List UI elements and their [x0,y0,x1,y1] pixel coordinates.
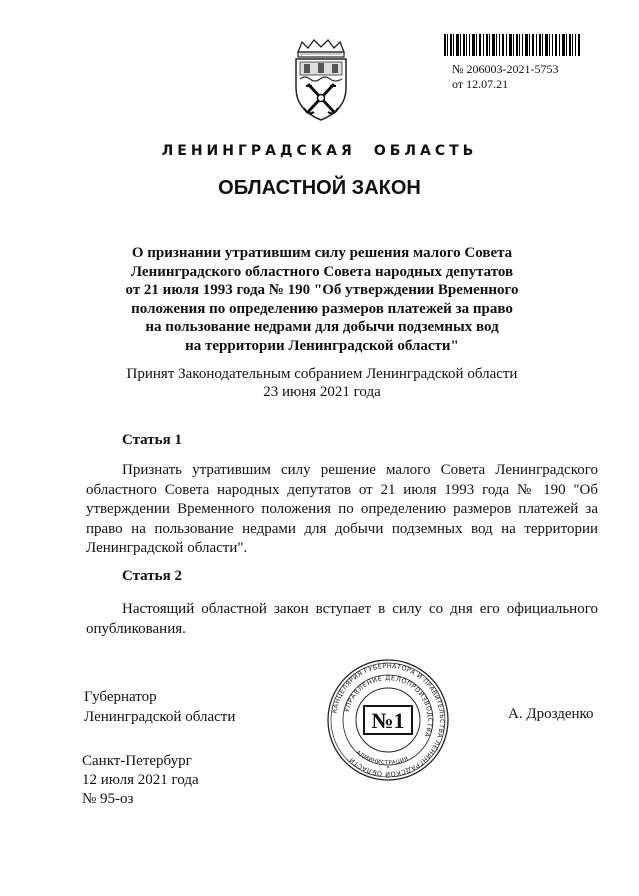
adoption-date: 23 июня 2021 года [263,384,381,400]
footer-city: Санкт-Петербург [82,753,192,769]
barcode [444,34,580,56]
registration-date: от 12.07.21 [452,77,509,91]
seal-bottom-text: АДМИНИСТРАЦИЯ [354,749,410,767]
article-2-text: Настоящий областной закон вступает в силу со дня его официального опубликования. [86,601,598,637]
law-type-heading: ОБЛАСТНОЙ ЗАКОН [218,177,421,199]
position-line-1: Губернатор [84,689,157,705]
footer-number: № 95-оз [82,791,134,807]
title-line: О признании утратившим силу решения малого Совета [131,245,513,261]
adoption-body: Принят Законодательным собранием Ленинградской области [126,366,518,382]
official-seal [326,658,450,782]
adoption-note [80,365,564,401]
title-line: Ленинградского областного Совета народных депутатов [130,263,514,280]
region-word-2: ОБЛАСТЬ [373,143,478,159]
title-line: положения по определению размеров платежей за право [131,300,513,317]
position-line-2: Ленинградской области [84,708,236,725]
registration-info [452,62,558,92]
title-line: от 21 июля 1993 года № 190 "Об утверждении Временного [125,282,519,299]
title-line: на территории Ленинградской области" [185,337,459,354]
region-name [0,143,639,159]
law-title [80,244,564,356]
coat-of-arms-icon [288,38,354,124]
document-footer [82,752,199,809]
seal-number: №1 [371,708,405,733]
article-2-heading: Статья 2 [122,568,182,584]
article-1-text: Признать утратившим силу решение малого Совета Ленинградского областного Совета народных депутатов от 21 июля 1993 года № 190 "Об утверждении Временного положения по определению размеров платежей за право на пользование недрами для добычи подземных вод на территории Ленинградской области". [86,462,598,556]
signatory-name: А. Дрозденко [508,706,594,722]
article-1-heading: Статья 1 [122,432,182,448]
footer-date: 12 июля 2021 года [82,772,199,788]
registration-number: № 206003-2021-5753 [452,62,559,76]
seal-outer-text: КАНЦЕЛЯРИЯ ГУБЕРНАТОРА И ПРАВИТЕЛЬСТВА ЛЕНИНГРАДСКОЙ ОБЛАСТИ [330,661,447,779]
seal-inner-text: УПРАВЛЕНИЕ ДЕЛОПРОИЗВОДСТВА [342,673,435,739]
signatory-position [84,688,235,727]
title-line: на пользование недрами для добычи подземных вод [145,319,499,336]
region-word-1: ЛЕНИНГРАДСКАЯ [161,143,356,159]
seal-star-icon: * [386,765,390,772]
